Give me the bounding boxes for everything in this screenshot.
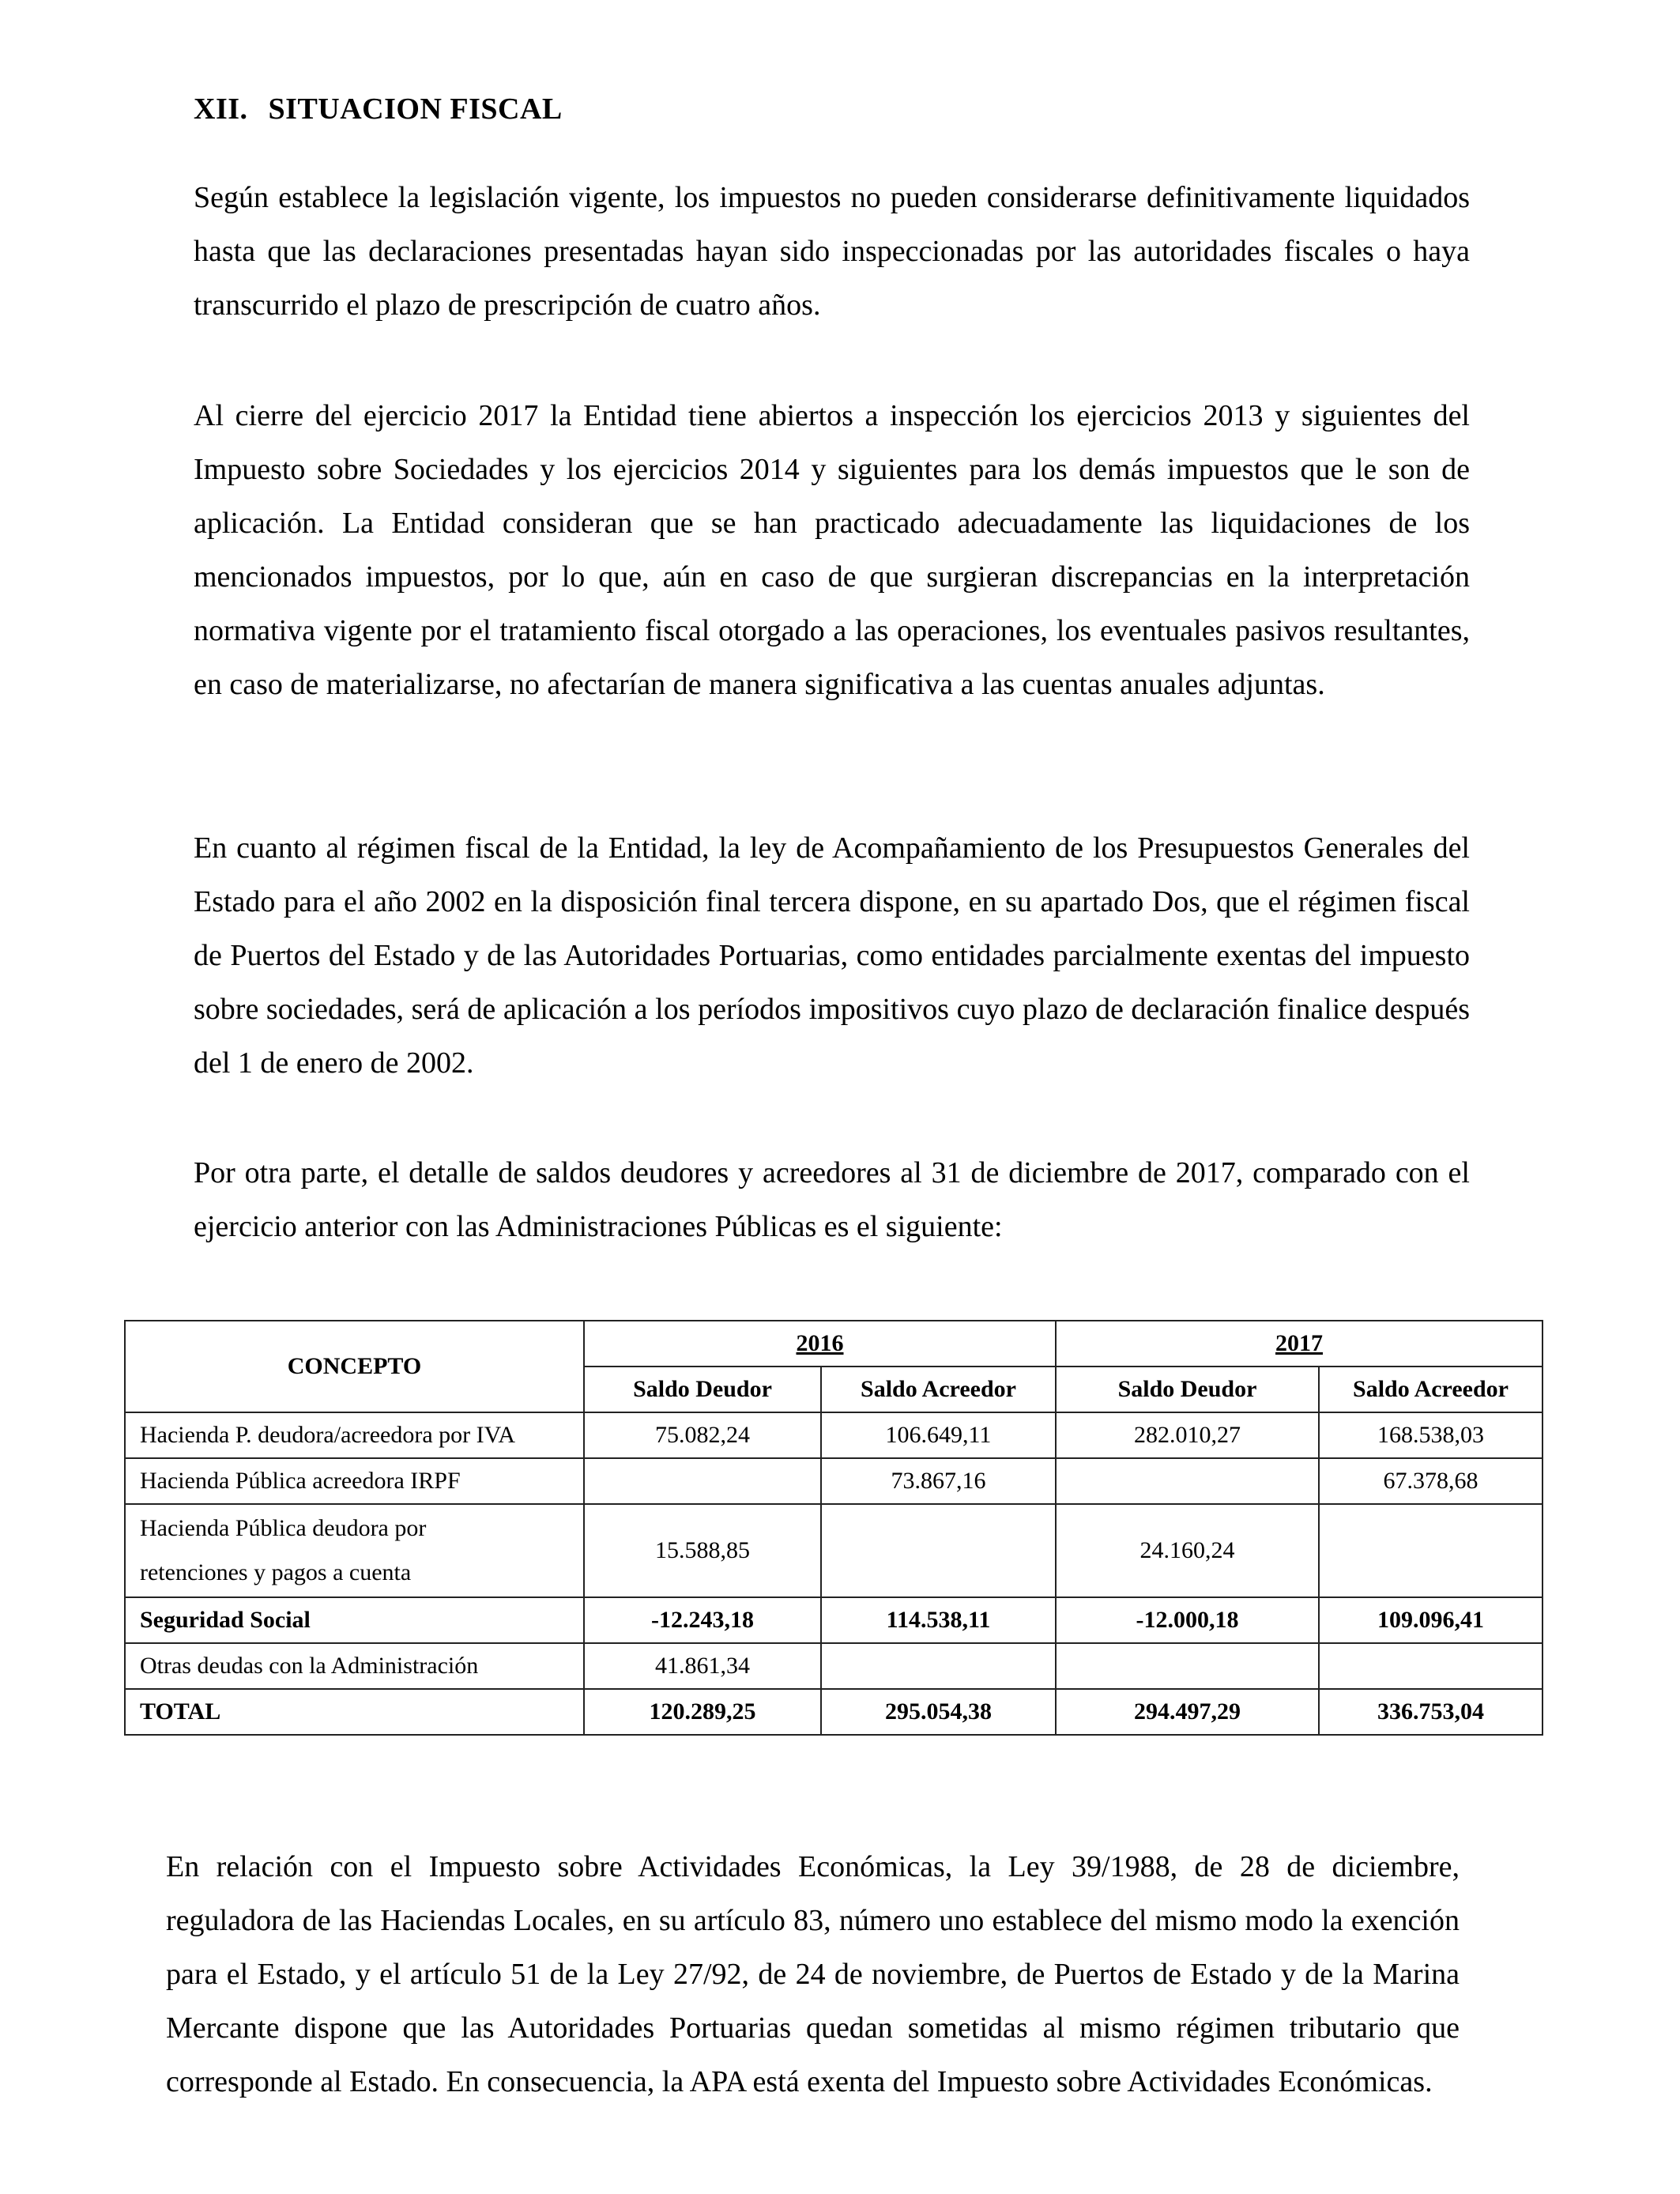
cell-deudor-2016: 120.289,25 (584, 1689, 821, 1735)
cell-acreedor-2016 (821, 1504, 1056, 1597)
balances-table (124, 1320, 1543, 1736)
row-concept: TOTAL (125, 1689, 584, 1735)
cell-deudor-2017: -12.000,18 (1056, 1597, 1319, 1643)
cell-deudor-2017 (1056, 1458, 1319, 1504)
cell-acreedor-2017: 168.538,03 (1319, 1412, 1543, 1458)
cell-acreedor-2017 (1319, 1643, 1543, 1689)
paragraph-fiscal-regime: En cuanto al régimen fiscal de la Entidad, la ley de Acompañamiento de los Presupuestos Generales del Estado para el año 2002 en la disposición final tercera dispone, en su apartado Dos, que el régimen fiscal de Puertos del Estado y de las Autoridades Portuarias, como entidades parcialmente exentas del impuesto sobre sociedades, será de aplicación a los períodos impositivos cuyo plazo de declaración finalice después del 1 de enero de 2002. (194, 831, 1470, 1080)
section-number: XII. (194, 92, 248, 126)
table-row (125, 1643, 1543, 1689)
row-concept: Hacienda P. deudora/acreedora por IVA (125, 1412, 584, 1458)
row-concept-line: Hacienda Pública deudora por (140, 1515, 427, 1541)
subheader-saldo-deudor-2016: Saldo Deudor (584, 1367, 821, 1412)
table-total-row (125, 1689, 1543, 1735)
row-concept: Otras deudas con la Administración (125, 1643, 584, 1689)
cell-acreedor-2017: 109.096,41 (1319, 1597, 1543, 1643)
section-title: SITUACION FISCAL (268, 92, 563, 126)
cell-acreedor-2016: 295.054,38 (821, 1689, 1056, 1735)
cell-acreedor-2017: 336.753,04 (1319, 1689, 1543, 1735)
cell-acreedor-2017: 67.378,68 (1319, 1458, 1543, 1504)
cell-deudor-2016: -12.243,18 (584, 1597, 821, 1643)
cell-acreedor-2017 (1319, 1504, 1543, 1597)
cell-acreedor-2016: 106.649,11 (821, 1412, 1056, 1458)
subheader-saldo-acreedor-2017: Saldo Acreedor (1319, 1367, 1543, 1412)
row-concept: Hacienda Pública acreedora IRPF (125, 1458, 584, 1504)
concept-header: CONCEPTO (125, 1321, 584, 1412)
year-header-2017: 2017 (1056, 1321, 1543, 1367)
table-header-row (125, 1321, 1543, 1367)
cell-deudor-2017 (1056, 1643, 1319, 1689)
cell-deudor-2017: 282.010,27 (1056, 1412, 1319, 1458)
subheader-saldo-deudor-2017: Saldo Deudor (1056, 1367, 1319, 1412)
cell-acreedor-2016: 114.538,11 (821, 1597, 1056, 1643)
cell-acreedor-2016 (821, 1643, 1056, 1689)
cell-deudor-2016: 15.588,85 (584, 1504, 821, 1597)
cell-acreedor-2016: 73.867,16 (821, 1458, 1056, 1504)
paragraph-iae-exemption: En relación con el Impuesto sobre Actividades Económicas, la Ley 39/1988, de 28 de diciembre, reguladora de las Haciendas Locales, en su artículo 83, número uno establece del mismo modo la exención para el Estado, y el artículo 51 de la Ley 27/92, de 24 de noviembre, de Puertos de Estado y de la Marina Mercante dispone que las Autoridades Portuarias quedan sometidas al mismo régimen tributario que corresponde al Estado. En consecuencia, la APA está exenta del Impuesto sobre Actividades Económicas. (166, 1850, 1460, 2098)
cell-deudor-2016: 75.082,24 (584, 1412, 821, 1458)
paragraph-balances-intro: Por otra parte, el detalle de saldos deudores y acreedores al 31 de diciembre de 2017, comparado con el ejercicio anterior con las Administraciones Públicas es el siguiente: (194, 1156, 1470, 1243)
table-row (125, 1412, 1543, 1458)
subheader-saldo-acreedor-2016: Saldo Acreedor (821, 1367, 1056, 1412)
row-concept: Seguridad Social (125, 1597, 584, 1643)
year-header-2016: 2016 (584, 1321, 1056, 1367)
cell-deudor-2017: 24.160,24 (1056, 1504, 1319, 1597)
table-row (125, 1504, 1543, 1597)
row-concept-line: retenciones y pagos a cuenta (140, 1559, 412, 1585)
paragraph-prescription: Según establece la legislación vigente, los impuestos no pueden considerarse definitivamente liquidados hasta que las declaraciones presentadas hayan sido inspeccionadas por las autoridades fiscales o haya transcurrido el plazo de prescripción de cuatro años. (194, 181, 1470, 322)
table-row (125, 1458, 1543, 1504)
cell-deudor-2016 (584, 1458, 821, 1504)
table-row (125, 1597, 1543, 1643)
row-concept (125, 1504, 584, 1597)
section-heading (194, 92, 563, 126)
paragraph-open-inspection: Al cierre del ejercicio 2017 la Entidad tiene abiertos a inspección los ejercicios 2013 y siguientes del Impuesto sobre Sociedades y los ejercicios 2014 y siguientes para los demás impuestos que le son de aplicación. La Entidad consideran que se han practicado adecuadamente las liquidaciones de los mencionados impuestos, por lo que, aún en caso de que surgieran discrepancias en la interpretación normativa vigente por el tratamiento fiscal otorgado a las operaciones, los eventuales pasivos resultantes, en caso de materializarse, no afectarían de manera significativa a las cuentas anuales adjuntas. (194, 399, 1470, 701)
cell-deudor-2016: 41.861,34 (584, 1643, 821, 1689)
cell-deudor-2017: 294.497,29 (1056, 1689, 1319, 1735)
